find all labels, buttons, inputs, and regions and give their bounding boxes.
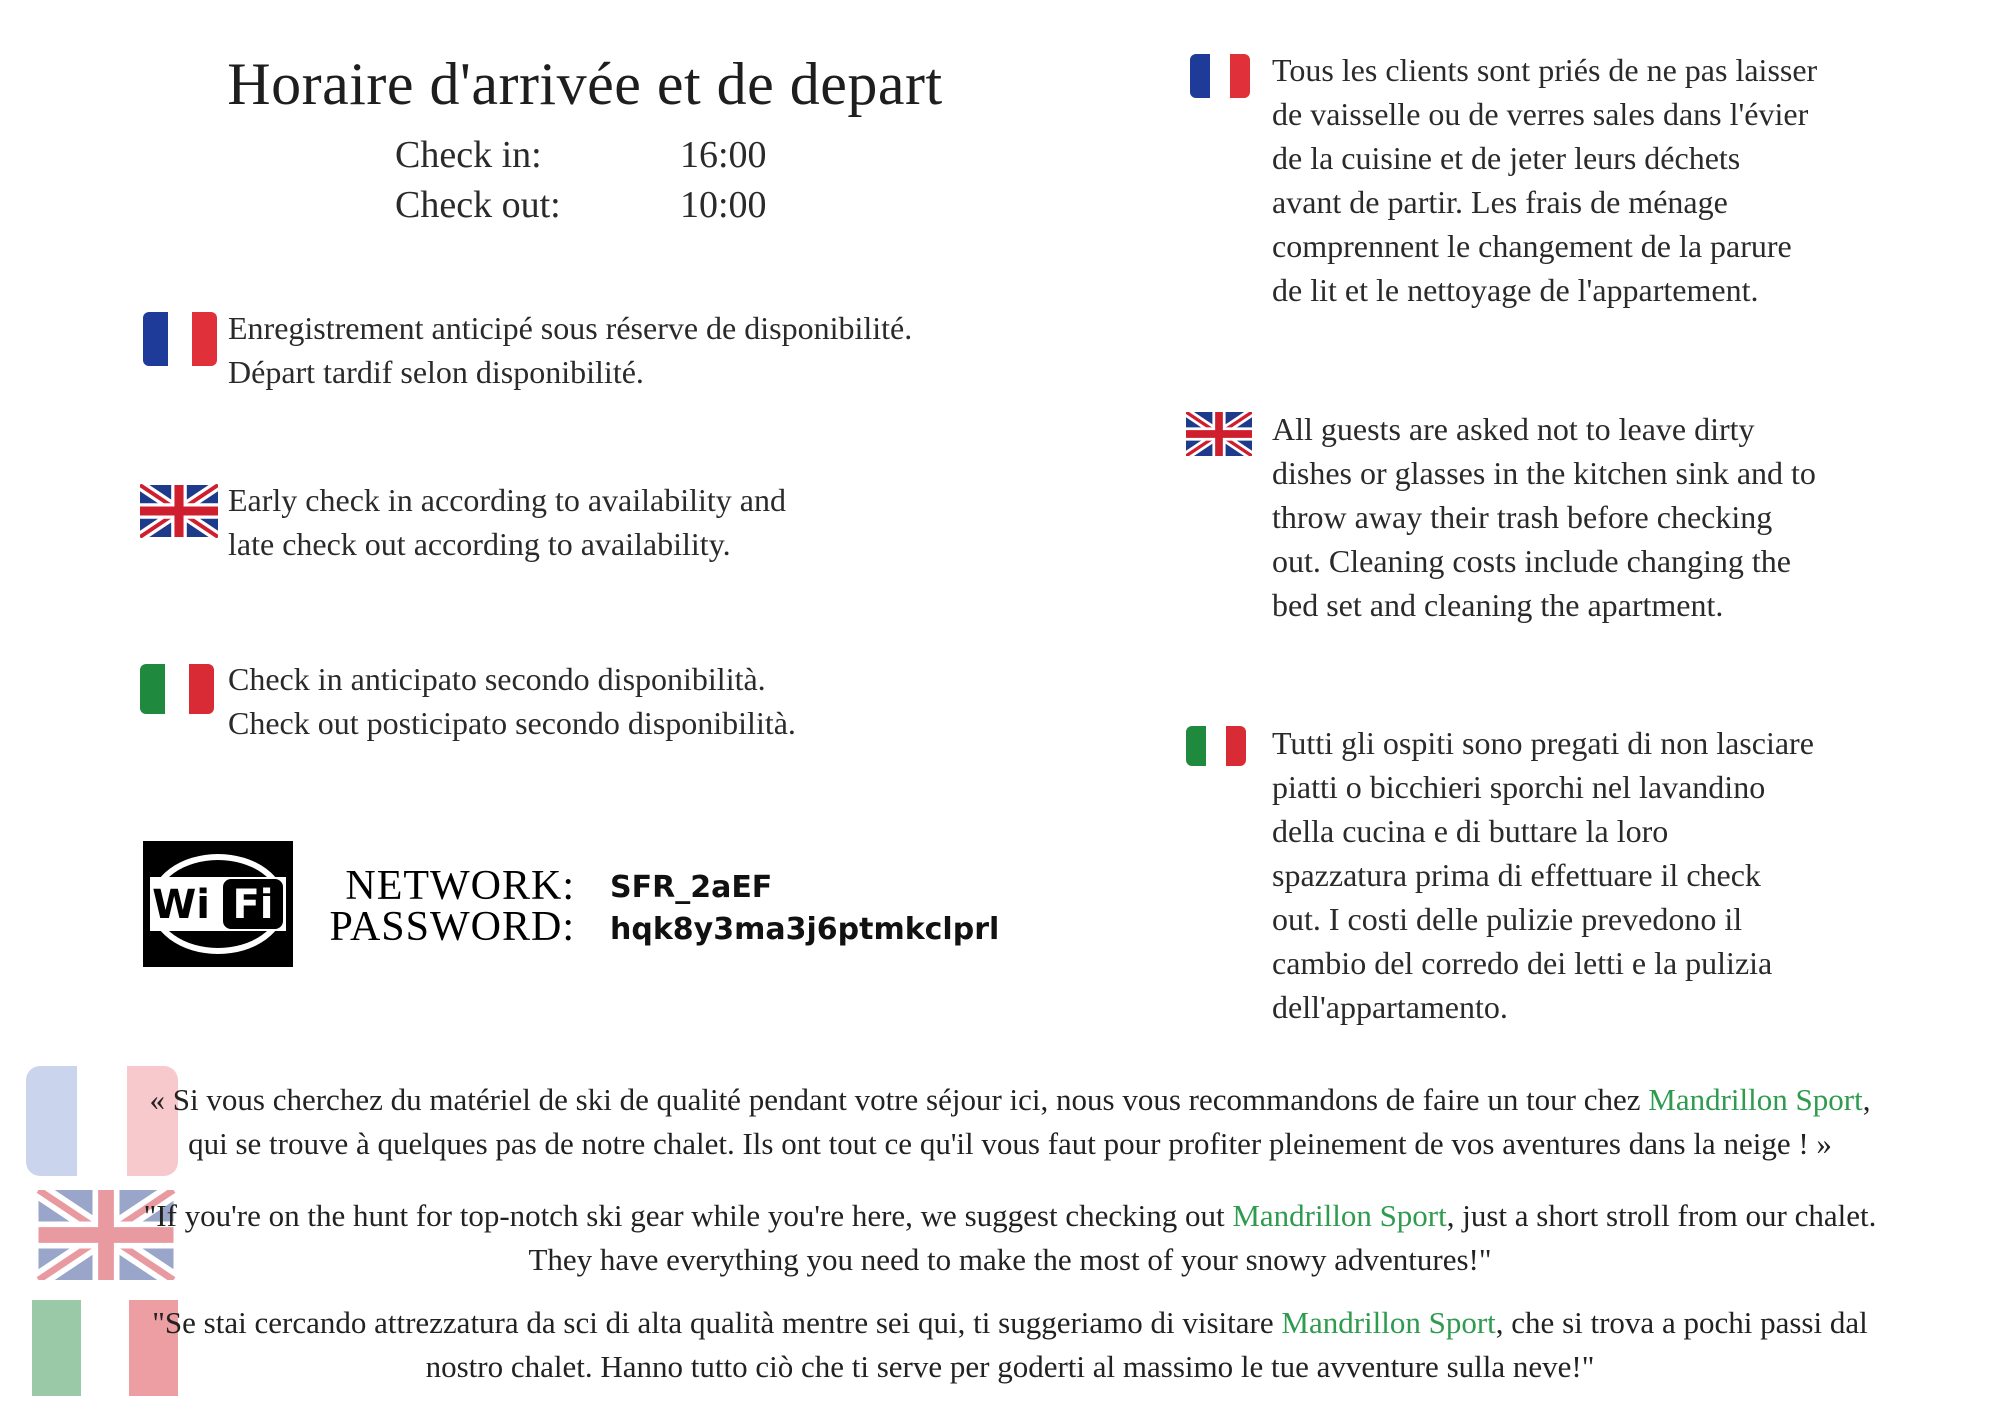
promo-line — [40, 1194, 1980, 1238]
brand-name: Mandrillon Sport — [1648, 1082, 1863, 1117]
checkin-note-en — [228, 478, 1008, 566]
password-label: PASSWORD: — [329, 904, 575, 950]
note-line: Check in anticipato secondo disponibilità. — [228, 661, 766, 697]
brand-name: Mandrillon Sport — [1281, 1305, 1496, 1340]
note-line: cambio del corredo dei letti e la pulizia — [1272, 945, 1773, 981]
network-label: NETWORK: — [345, 863, 575, 909]
note-line: Enregistrement anticipé sous réserve de disponibilité. — [228, 310, 913, 346]
note-line: late check out according to availability. — [228, 526, 731, 562]
ski-shop-recommendation-fr — [40, 1078, 1980, 1166]
note-line: out. I costi delle pulizie prevedono il — [1272, 901, 1743, 937]
promo-text: "Se stai cercando attrezzatura da sci di alta qualità mentre sei qui, ti suggeriamo di visitare — [152, 1305, 1282, 1340]
wifi-logo-icon — [143, 841, 293, 967]
promo-text: , just a short stroll from our chalet. — [1446, 1198, 1877, 1233]
france-flag-icon — [1190, 54, 1250, 98]
promo-text: « Si vous cherchez du matériel de ski de qualité pendant votre séjour ici, nous vous recommandons de faire un tour chez — [149, 1082, 1649, 1117]
promo-text: , — [1862, 1082, 1871, 1117]
note-line: de la cuisine et de jeter leurs déchets — [1272, 140, 1741, 176]
ski-shop-recommendation-en — [40, 1194, 1980, 1282]
note-line: avant de partir. Les frais de ménage — [1272, 184, 1728, 220]
wifi-logo-graphic — [143, 841, 293, 967]
promo-line: They have everything you need to make the most of your snowy adventures!" — [528, 1242, 1492, 1277]
checkout-label: Check out: — [395, 184, 561, 226]
italy-flag-icon — [140, 664, 214, 714]
note-line: della cucina e di buttare la loro — [1272, 813, 1669, 849]
kitchen-note-en — [1272, 407, 1972, 627]
kitchen-note-it — [1272, 721, 1972, 1029]
ski-shop-recommendation-it — [40, 1301, 1980, 1389]
note-line: Tutti gli ospiti sono pregati di non lasciare — [1272, 725, 1814, 761]
note-line: dell'appartamento. — [1272, 989, 1508, 1025]
checkout-value: 10:00 — [680, 184, 767, 226]
uk-flag-icon — [140, 484, 218, 538]
note-line: de vaisselle ou de verres sales dans l'évier — [1272, 96, 1809, 132]
brand-name: Mandrillon Sport — [1232, 1198, 1447, 1233]
note-line: All guests are asked not to leave dirty — [1272, 411, 1755, 447]
note-line: throw away their trash before checking — [1272, 499, 1773, 535]
note-line: out. Cleaning costs include changing the — [1272, 543, 1791, 579]
promo-line: qui se trouve à quelques pas de notre chalet. Ils ont tout ce qu'il vous faut pour profiter pleinement de vos aventures dans la neige ! » — [188, 1126, 1832, 1161]
password-value: hqk8y3ma3j6ptmkclprl — [610, 912, 1000, 947]
note-line: de lit et le nettoyage de l'appartement. — [1272, 272, 1759, 308]
note-line: dishes or glasses in the kitchen sink and to — [1272, 455, 1816, 491]
wifi-logo-text-wi: Wi — [152, 882, 210, 928]
page-title: Horaire d'arrivée et de depart — [227, 51, 943, 117]
france-flag-icon — [143, 312, 217, 366]
italy-flag-icon — [1186, 726, 1246, 766]
uk-flag-icon — [1186, 412, 1252, 456]
promo-line — [40, 1301, 1980, 1345]
note-line: Early check in according to availability and — [228, 482, 786, 518]
checkin-note-it — [228, 657, 1008, 745]
note-line: spazzatura prima di effettuare il check — [1272, 857, 1761, 893]
checkin-label: Check in: — [395, 134, 542, 176]
wifi-logo-text-fi: Fi — [232, 882, 274, 928]
note-line: comprennent le changement de la parure — [1272, 228, 1792, 264]
promo-line: nostro chalet. Hanno tutto ciò che ti serve per goderti al massimo le tue avventure sulla neve!" — [425, 1349, 1595, 1384]
promo-text: , che si trova a pochi passi dal — [1495, 1305, 1868, 1340]
note-line: Check out posticipato secondo disponibilità. — [228, 705, 796, 741]
kitchen-note-fr — [1272, 48, 1972, 312]
checkin-value: 16:00 — [680, 134, 767, 176]
promo-line — [40, 1078, 1980, 1122]
promo-text: "If you're on the hunt for top-notch ski gear while you're here, we suggest checking out — [143, 1198, 1233, 1233]
checkin-note-fr — [228, 306, 1008, 394]
checkin-row — [395, 133, 895, 183]
note-line: bed set and cleaning the apartment. — [1272, 587, 1724, 623]
note-line: Départ tardif selon disponibilité. — [228, 354, 644, 390]
note-line: piatti o bicchieri sporchi nel lavandino — [1272, 769, 1766, 805]
note-line: Tous les clients sont priés de ne pas laisser — [1272, 52, 1818, 88]
checkout-row — [395, 183, 895, 233]
network-value: SFR_2aEF — [610, 870, 773, 905]
